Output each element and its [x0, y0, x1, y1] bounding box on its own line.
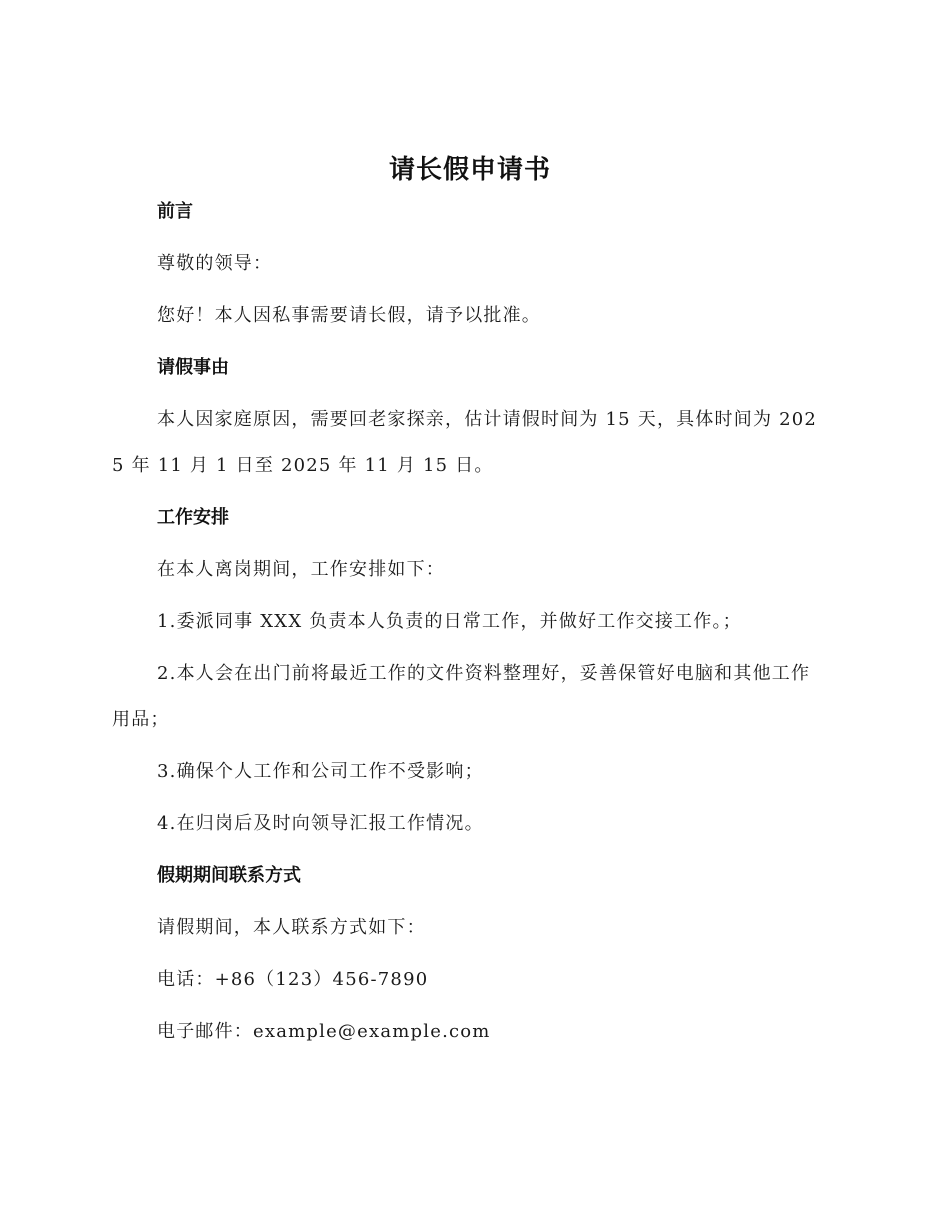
reason-paragraph: 本人因家庭原因，需要回老家探亲，估计请假时间为 15 天，具体时间为 2025 年 11 月 1 日至 2025 年 11 月 15 日。 — [112, 409, 818, 476]
section-heading-reason: 请假事由 — [157, 357, 229, 378]
work-arrangement-intro: 在本人离岗期间，工作安排如下： — [157, 559, 445, 580]
contact-email: 电子邮件：example@example.com — [157, 1021, 491, 1042]
contact-phone: 电话：+86（123）456-7890 — [157, 969, 429, 990]
section-heading-preface: 前言 — [157, 201, 193, 222]
work-arrangement-item-1: 1.委派同事 XXX 负责本人负责的日常工作，并做好工作交接工作。； — [157, 611, 742, 632]
document-body — [112, 152, 828, 1070]
work-arrangement-item-2: 2.本人会在出门前将最近工作的文件资料整理好，妥善保管好电脑和其他工作用品； — [112, 663, 811, 730]
section-heading-work-arrangement: 工作安排 — [157, 507, 229, 528]
contact-intro: 请假期间，本人联系方式如下： — [157, 917, 426, 938]
greeting-paragraph: 您好！本人因私事需要请长假，请予以批准。 — [157, 305, 541, 326]
work-arrangement-item-3: 3.确保个人工作和公司工作不受影响； — [157, 761, 484, 782]
work-arrangement-item-4: 4.在归岗后及时向领导汇报工作情况。 — [157, 813, 484, 834]
document-title: 请长假申请书 — [388, 155, 551, 185]
salutation: 尊敬的领导： — [157, 253, 273, 274]
section-heading-contact: 假期期间联系方式 — [157, 865, 301, 886]
